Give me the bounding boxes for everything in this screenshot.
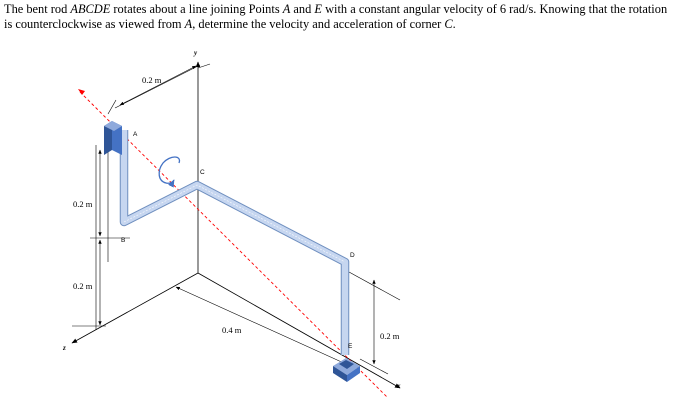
dim-top-line — [120, 66, 196, 105]
point-a-label: A — [133, 131, 138, 138]
support-e — [333, 358, 360, 382]
x-axis-label: x — [397, 382, 401, 390]
point-e-label: E — [348, 343, 353, 350]
dim-left-lower-label: 0.2 m — [73, 281, 93, 291]
support-a — [104, 121, 122, 155]
dim-left-upper-label: 0.2 m — [73, 199, 93, 209]
rotation-axis-arrowhead — [78, 89, 85, 95]
point-c-label: C — [200, 169, 205, 176]
dim-right-label: 0.2 m — [380, 331, 400, 341]
z-axis-label: z — [63, 344, 66, 352]
counterclockwise-arrow-icon — [159, 157, 179, 183]
dim-bottom-line — [176, 287, 346, 364]
point-d-label: D — [350, 252, 355, 259]
dim-bottom-label: 0.4 m — [222, 325, 242, 335]
bent-rod — [124, 130, 345, 355]
problem-statement: The bent rod ABCDE rotates about a line joining Points A and E with a constant angular velocity of 6 rad/s. Knowing that the rotation is counterclockwise as viewed from A, determine the velocity and acceleration of corner C. — [4, 2, 668, 31]
point-b-label: B — [121, 237, 126, 244]
y-axis-label: y — [194, 49, 198, 57]
dim-top-label: 0.2 m — [142, 75, 162, 85]
